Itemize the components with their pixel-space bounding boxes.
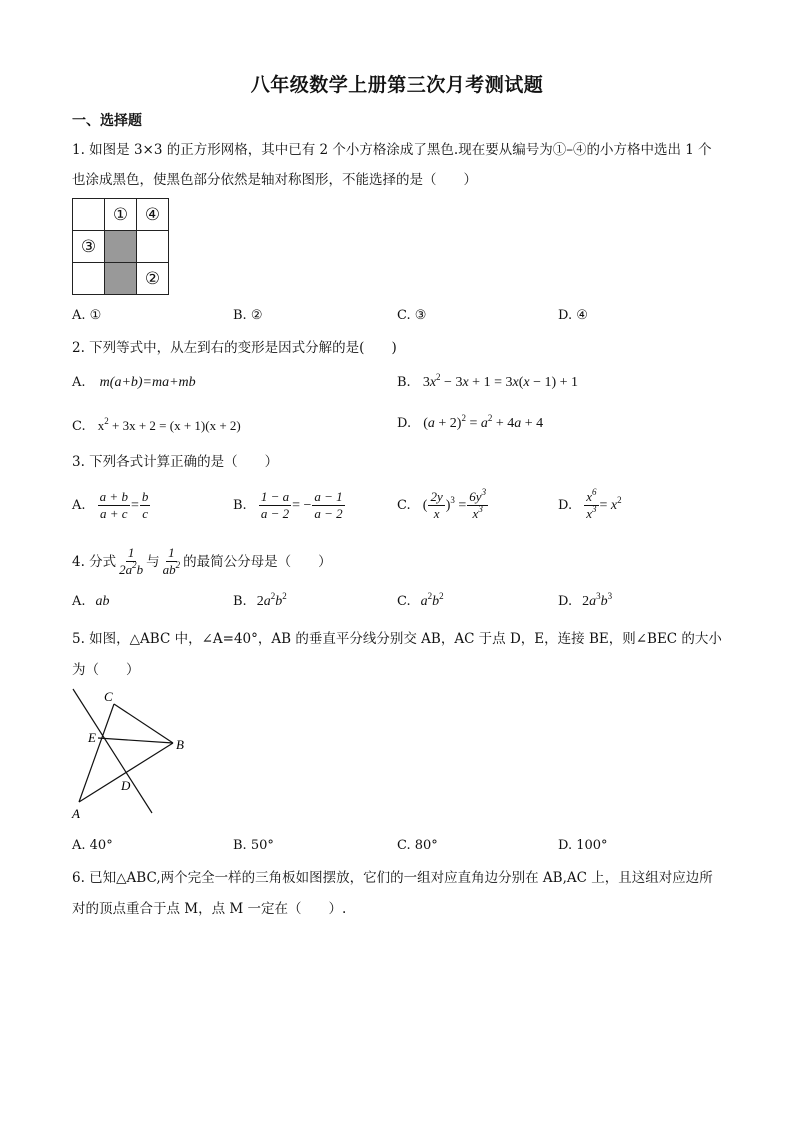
fraction: $\frac{1 - a}{a - 2}$ [260,489,290,521]
q3-stem: 3. 下列各式计算正确的是（ ） [72,454,279,470]
fraction: $\frac{x^6}{x^3}$ [586,487,597,521]
formula: $2a^2b^2$ [256,591,287,609]
option-label: D. [397,416,412,431]
q4-mid: 与 [146,553,160,570]
q2-stem: 2. 下列等式中，从左到右的变形是因式分解的是( ) [72,340,397,356]
q3-option-a[interactable]: A. $\frac{a + b}{a + c}$ = $\frac{b}{c}$ [72,489,149,521]
grid-cell-4: ④ [137,199,169,231]
q2-option-c[interactable] [72,418,241,434]
q1-grid [72,198,169,295]
q5-option-b[interactable]: B. 50° [233,838,274,853]
point-d-label: D [121,778,131,793]
side-cb [114,704,173,743]
q1-option-c[interactable]: C. ③ [397,308,427,323]
q3-option-d[interactable]: D. $\frac{x^6}{x^3}$ = $x^2$ [558,487,622,521]
option-label: D. [558,498,573,513]
q4-prefix: 4. 分式 [72,553,117,570]
q2-option-a[interactable] [72,375,196,391]
q5-stem-line2: 为（ ） [72,662,140,678]
point-e-label: E [88,730,96,745]
grid-cell [73,199,105,231]
grid-cell [73,263,105,295]
page-title: 八年级数学上册第三次月考测试题 [250,74,544,96]
formula: ab [95,594,110,609]
formula: m(a+b)=ma+mb [99,375,196,390]
q6-stem-line1: 6. 已知△ABC,两个完全一样的三角板如图摆放，它们的一组对应直角边分别在 AB,AC 上，且这组对应边所 [72,870,713,886]
option-label: C. [72,419,86,434]
q4-suffix: 的最简公分母是（ ） [183,553,332,570]
point-c-label: C [104,689,113,704]
q4-option-d[interactable] [558,591,613,610]
formula: $2a^3b^3$ [582,591,613,609]
q5-stem-line1: 5. 如图，△ABC 中，∠A=40°，AB 的垂直平分线分别交 AB，AC 于点 D，E，连接 BE，则∠BEC 的大小 [72,631,722,647]
option-label: A. [72,375,86,390]
fraction: $\frac{b}{c}$ [141,489,149,521]
q1-stem-line1: 1. 如图是 3×3 的正方形网格，其中已有 2 个小方格涂成了黑色.现在要从编号为①–④的小方格中选出 1 个 [72,142,712,158]
grid-cell-2: ② [137,263,169,295]
segment-be [98,738,173,743]
q1-option-b[interactable]: B. ② [233,308,263,323]
formula: $3x^2 - 3x + 1 = 3x(x - 1) + 1$ [422,372,579,390]
option-label: B. [233,498,247,513]
fraction: $\frac{a + b}{a + c}$ [99,489,128,521]
grid-cell-3: ③ [73,231,105,263]
q3-option-b[interactable]: B. $\frac{1 - a}{a - 2}$ = − $\frac{a - 1}{a - 2}$ [233,489,343,521]
formula: $x^2 + 3x + 2 = (x + 1)(x + 2)$ [97,416,241,433]
q1-option-a[interactable]: A. ① [72,308,102,323]
fraction: $\frac{1}{2a^2b}$ [119,545,144,577]
q5-option-c[interactable]: C. 80° [397,838,438,853]
q4-stem [72,545,332,578]
section-heading: 一、选择题 [72,113,142,129]
fraction: $\frac{a - 1}{a - 2}$ [314,489,343,521]
grid-cell [137,231,169,263]
q4-option-b[interactable] [233,591,287,610]
q5-option-a[interactable]: A. 40° [72,838,113,853]
q5-option-d[interactable]: D. 100° [558,838,608,853]
option-label: A. [72,594,86,609]
q4-option-a[interactable] [72,594,110,610]
q2-option-d[interactable] [397,413,544,432]
grid-cell-shaded [105,231,137,263]
point-a-label: A [72,806,80,821]
option-label: C. [397,594,411,609]
q3-option-c[interactable]: C. ( $\frac{2y}{x}$ )$^3$ = $\frac{6y^3}{x^3}$ [397,487,487,521]
option-label: B. [397,375,411,390]
option-label: D. [558,594,573,609]
q1-stem-line2: 也涂成黑色，使黑色部分依然是轴对称图形，不能选择的是（ ） [72,172,477,188]
option-label: C. [397,498,411,513]
q6-stem-line2: 对的顶点重合于点 M，点 M 一定在（ ）. [72,901,347,917]
grid-cell-1: ① [105,199,137,231]
option-label: B. [233,594,247,609]
q1-option-d[interactable]: D. ④ [558,308,588,323]
q5-triangle-figure [60,685,200,825]
formula: $a^2b^2$ [420,591,444,609]
grid-cell-shaded [105,263,137,295]
fraction: $\frac{1}{ab^2}$ [162,545,181,577]
fraction: $\frac{6y^3}{x^3}$ [469,487,487,521]
point-b-label: B [176,737,184,752]
formula: $(a + 2)^2 = a^2 + 4a + 4$ [423,413,544,431]
option-label: A. [72,498,86,513]
q4-option-c[interactable] [397,591,444,610]
q2-option-b[interactable] [397,372,579,391]
side-ac [79,704,114,802]
fraction: $\frac{2y}{x}$ [430,489,443,521]
